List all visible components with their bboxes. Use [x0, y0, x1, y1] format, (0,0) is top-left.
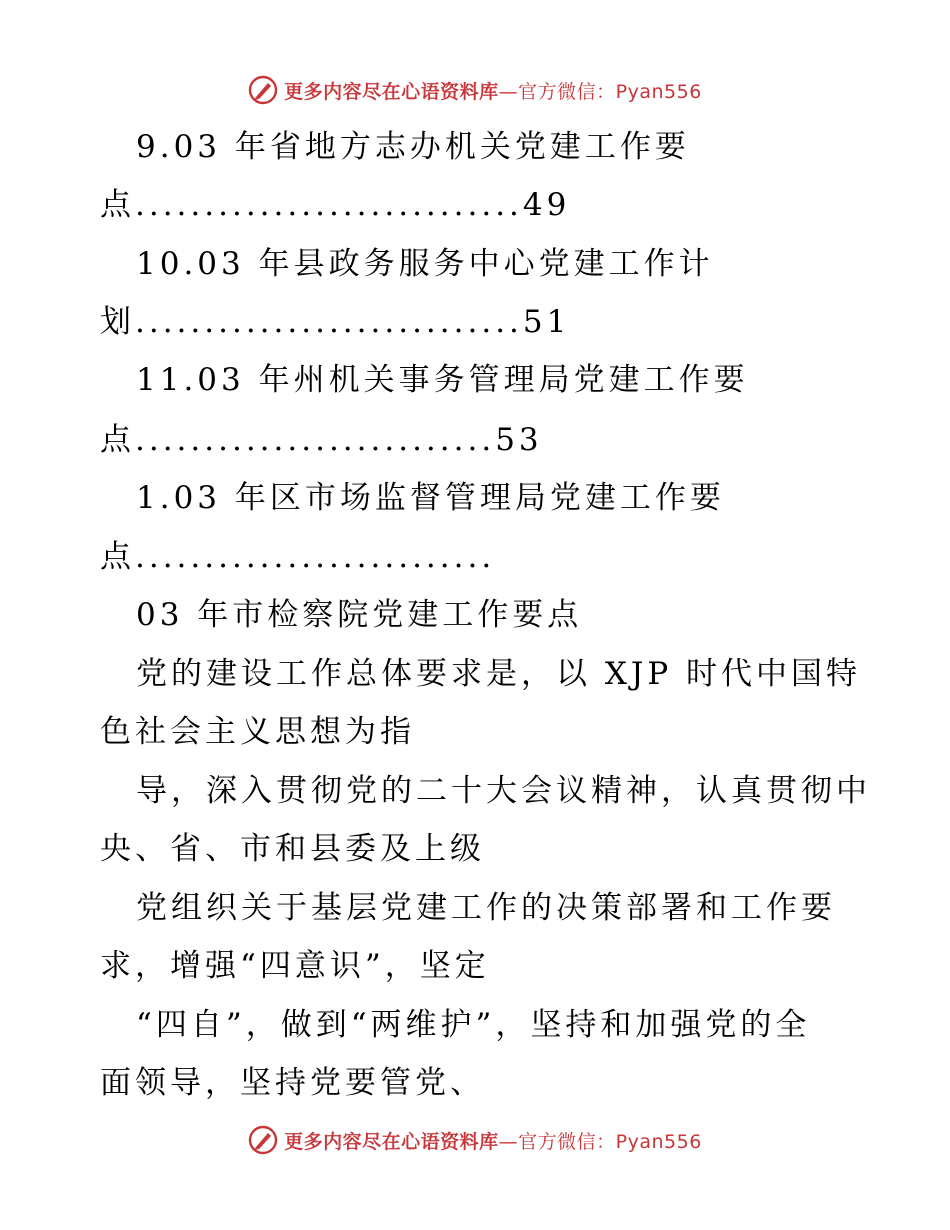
watermark-text: 更多内容尽在心语资料库—官方微信：Pyan556	[284, 80, 702, 103]
toc-entry-10-title: 10.03 年县政务服务中心党建工作计	[136, 246, 714, 282]
paragraph-line: 央、省、市和县委及上级	[100, 831, 485, 867]
pen-logo-icon	[248, 1125, 278, 1155]
paragraph-line: 色社会主义思想为指	[100, 714, 415, 750]
toc-entry-11-page: 点..........................53	[100, 422, 543, 458]
toc-entry-1-page: 点..........................	[100, 539, 496, 575]
paragraph-line: 求，增强“四意识”，坚定	[100, 948, 490, 984]
paragraph-line: 导，深入贯彻党的二十大会议精神，认真贯彻中	[136, 773, 871, 809]
toc-entry-9-title: 9.03 年省地方志办机关党建工作要	[136, 129, 690, 165]
toc-entry-11-title: 11.03 年州机关事务管理局党建工作要	[136, 362, 749, 398]
toc-entry-1-title: 1.03 年区市场监督管理局党建工作要	[136, 480, 725, 516]
paragraph-line: 党组织关于基层党建工作的决策部署和工作要	[136, 890, 836, 926]
pen-logo-icon	[248, 75, 278, 105]
section-heading: 03 年市检察院党建工作要点	[136, 597, 583, 633]
toc-entry-10-page: 划............................51	[100, 304, 571, 340]
watermark-text: 更多内容尽在心语资料库—官方微信：Pyan556	[284, 1130, 702, 1153]
paragraph-line: 党的建设工作总体要求是，以 XJP 时代中国特	[136, 656, 862, 692]
paragraph-line: “四自”，做到“两维护”，坚持和加强党的全	[136, 1007, 811, 1043]
footer-watermark	[0, 1122, 950, 1158]
header-watermark	[0, 72, 950, 108]
paragraph-line: 面领导，坚持党要管党、	[100, 1065, 485, 1101]
toc-entry-9-page: 点............................49	[100, 187, 571, 223]
